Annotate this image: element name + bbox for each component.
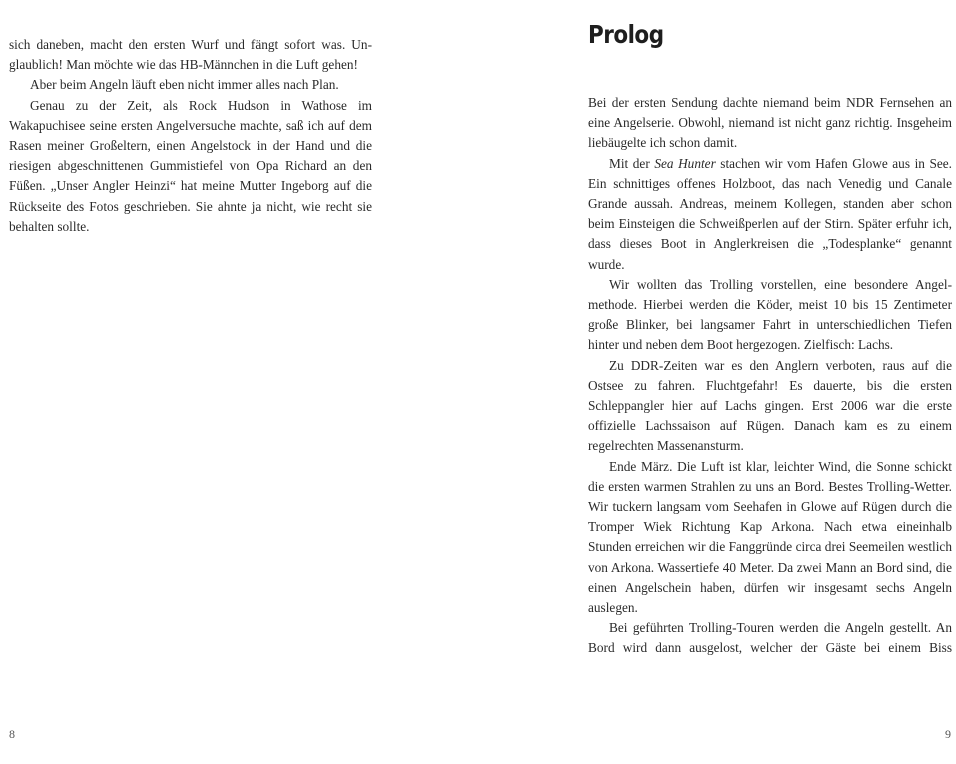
paragraph: Genau zu der Zeit, als Rock Hudson in Wathose im Wakapuchisee seine ersten Angelversuche machte, saß ich auf dem Rasen meiner Großeltern, einen Angelstock in der Hand und die riesigen abgeschnittenen Gummistiefel von Opa Richard an den Füßen. „Unser Angler Heinzi“ hat meine Mutter Ingeborg auf die Rückseite des Fotos geschrieben. Sie ahnte ja nicht, wie recht sie behalten sollte. (9, 97, 372, 234)
left-page-text (9, 35, 372, 237)
page-number-right: 9 (945, 727, 951, 741)
chapter-title: Prolog (588, 20, 664, 49)
right-page (478, 0, 956, 764)
paragraph: Zu DDR-Zeiten war es den Anglern verboten, raus auf die Ostsee zu fahren. Fluchtgefahr! Es dauerte, bis die ersten Schleppangler hier auf Lachs gingen. Erst 2006 war die erste offizielle Lachssaison auf Rügen. Danach kam es zu einem regelrechten Massenansturm. (588, 357, 952, 454)
paragraph-suffix: stachen wir vom Hafen Glowe aus in See. Ein schnittiges offenes Holzboot, das nach Venedig und Canale Grande aussah. Andreas, meinem Kollegen, standen aber schon beim Einsteigen die Schweißperlen auf der Stirn. Später erfuhr ich, dass dieses Boot in Anglerkreisen die „Todesplanke“ genannt wurde. (588, 155, 952, 272)
paragraph-prefix: Mit der (609, 155, 655, 171)
page-number-left: 8 (9, 727, 15, 741)
paragraph: Bei der ersten Sendung dachte niemand beim NDR Fernsehen an eine Angelserie. Obwohl, niemand ist nicht ganz richtig. Insgeheim liebäugelte ich schon damit. (588, 95, 952, 151)
boat-name: Sea Hunter (654, 155, 716, 171)
paragraph: Wir wollten das Trolling vorstellen, eine besondere Angelmethode. Hierbei werden die Köder, meist 10 bis 15 Zentimeter große Blinker, bei langsamer Fahrt in unterschiedlichen Tiefen hinter und neben dem Boot hergezogen. Zielfisch: Lachs. (588, 276, 952, 353)
paragraph: Ende März. Die Luft ist klar, leichter Wind, die Sonne schickt die ersten warmen Strahlen zu uns an Bord. Bestes Trolling-Wetter. Wir tuckern langsam vom Seehafen in Glowe auf Rügen durch die Tromper Wiek Richtung Kap Arkona. Nach etwa eineinhalb Stunden erreichen wir die Fanggründe circa drei Seemeilen westlich von Arkona. Wassertiefe 40 Meter. Da zwei Mann an Bord sind, die einen Angelschein haben, dürfen wir insgesamt sechs Angeln auslegen. (588, 458, 952, 616)
paragraph: Aber beim Angeln läuft eben nicht immer alles nach Plan. (30, 77, 339, 93)
paragraph: sich daneben, macht den ersten Wurf und fängt sofort was. Unglaublich! Man möchte wie das HB-Männchen in die Luft gehen! (9, 37, 372, 73)
paragraph: Bei geführten Trolling-Touren werden die Angeln gestellt. An Bord wird dann ausgelost, welcher der Gäste bei einem Biss (588, 620, 952, 656)
right-page-text (588, 93, 952, 659)
paragraph (588, 154, 952, 275)
